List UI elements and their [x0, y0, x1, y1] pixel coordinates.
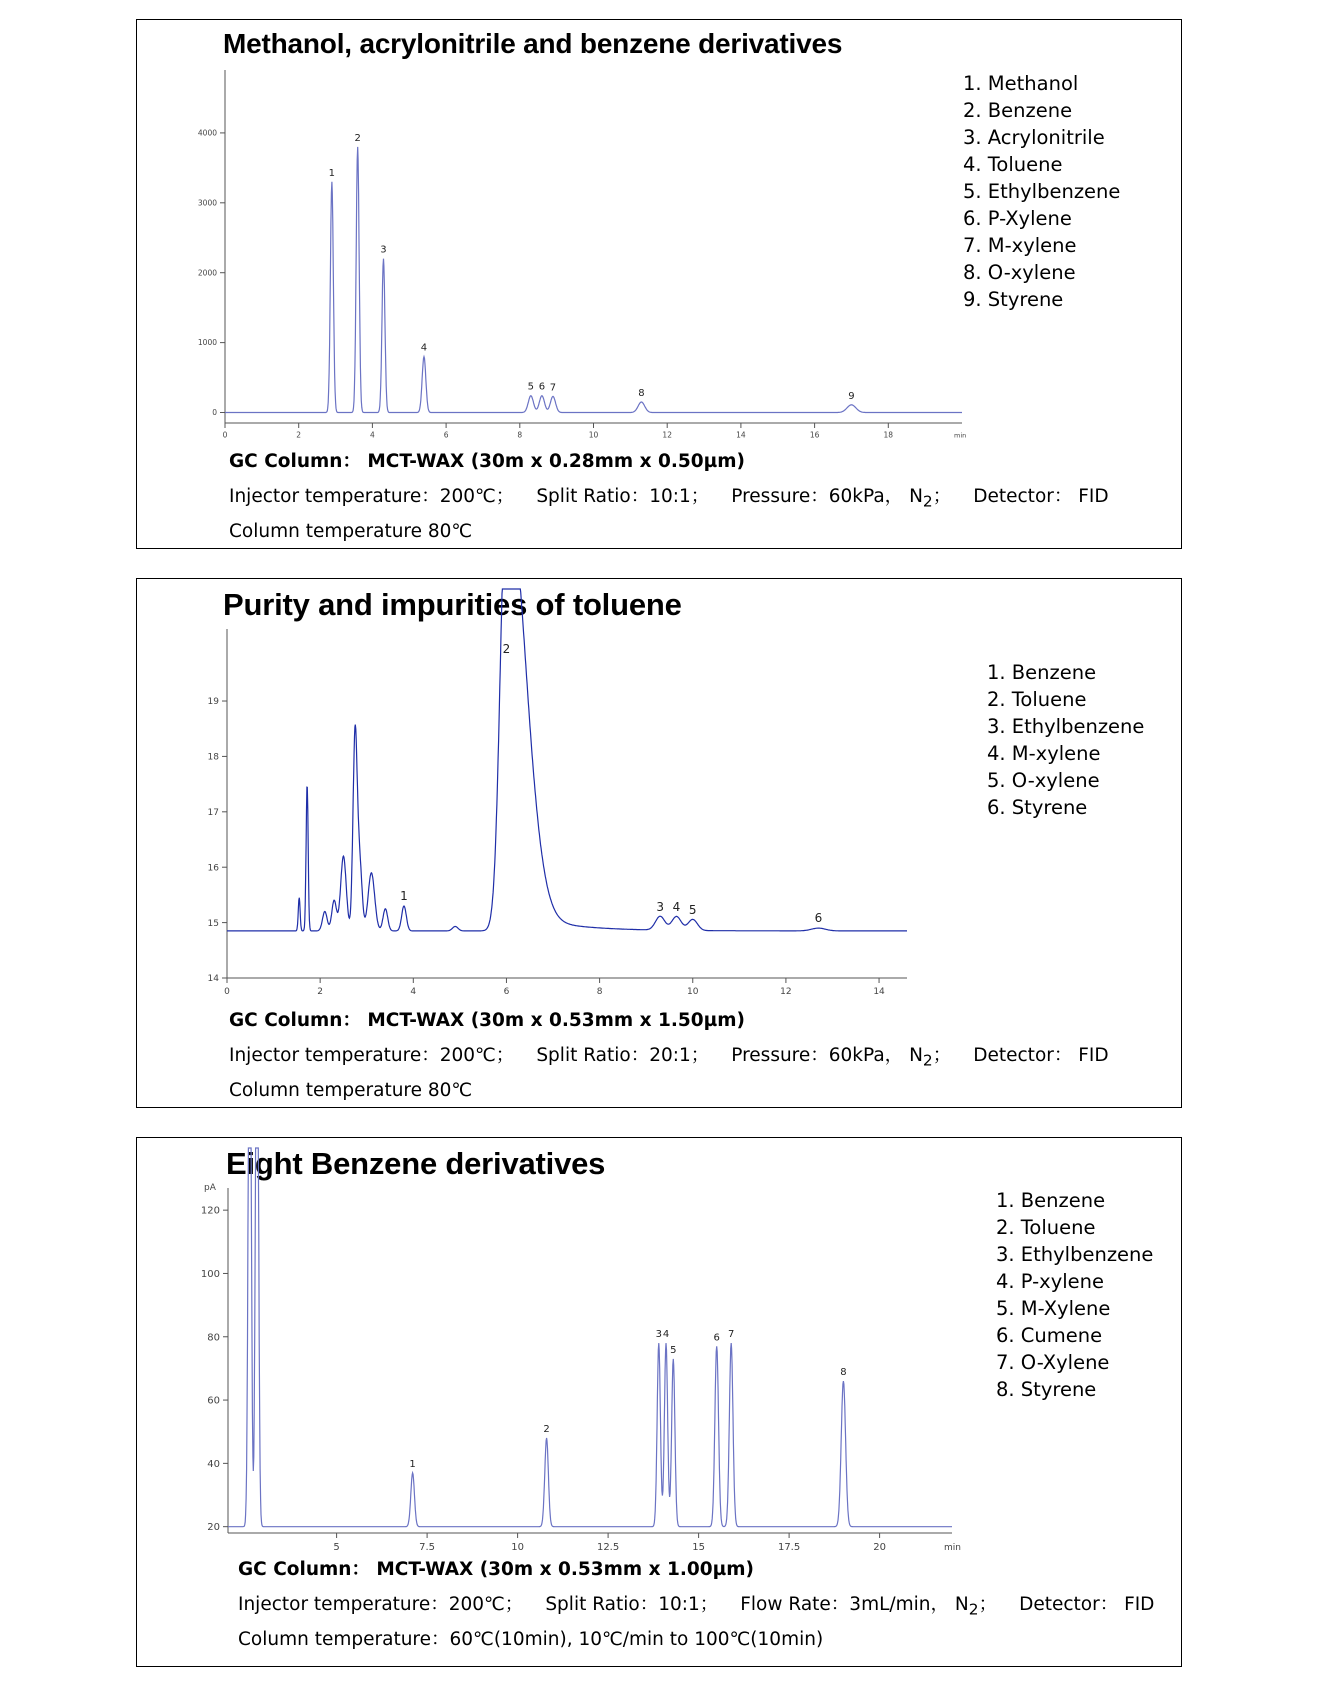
- y-tick-label: 60: [207, 1395, 220, 1407]
- column-temperature: Column temperature 80℃: [229, 521, 473, 542]
- x-tick-label: 8: [517, 430, 523, 440]
- legend-item: 7. O-Xylene: [996, 1351, 1110, 1374]
- y-tick-label: 0: [212, 408, 217, 418]
- y-tick-label: 100: [200, 1268, 220, 1280]
- y-tick-label: 18: [207, 752, 219, 763]
- peak-label: 7: [549, 382, 557, 394]
- x-tick-label: 2: [317, 987, 324, 997]
- flow-rate: Flow Rate：3mL/min，: [740, 1594, 950, 1615]
- split-ratio: Split Ratio：10:1；: [545, 1594, 719, 1615]
- y-tick-label: 80: [207, 1332, 220, 1344]
- peak-label: 4: [662, 1329, 670, 1341]
- peak-label: 2: [543, 1424, 550, 1436]
- legend-item: 5. Ethylbenzene: [963, 180, 1121, 203]
- x-tick-label: 16: [809, 430, 820, 440]
- x-axis-label: min: [954, 431, 967, 440]
- peak-label: 4: [672, 900, 681, 915]
- peak-label: 8: [840, 1367, 847, 1379]
- chart-panel-1: [136, 19, 1182, 549]
- carrier-gas-end: ；: [932, 1045, 952, 1066]
- peak-legend: [996, 1187, 1153, 1403]
- chart-title: Purity and impurities of toluene: [223, 587, 682, 622]
- x-tick-label: 12.5: [596, 1542, 620, 1553]
- method-conditions: [238, 1587, 1154, 1622]
- x-tick-label: 14: [873, 987, 885, 997]
- peak-label: 4: [420, 342, 428, 354]
- legend-item: 4. P-xylene: [996, 1270, 1105, 1293]
- peak-label: 2: [502, 642, 511, 656]
- legend-item: 6. P-Xylene: [963, 207, 1072, 230]
- x-axis-label: min: [944, 1543, 961, 1553]
- method-conditions: [229, 1038, 1109, 1073]
- method-info: [238, 1552, 1154, 1657]
- y-tick-label: 3000: [197, 198, 217, 208]
- legend-item: 6. Cumene: [996, 1324, 1103, 1347]
- carrier-gas: N: [909, 486, 923, 507]
- x-tick-label: 0: [222, 430, 228, 440]
- y-tick-label: 120: [200, 1205, 220, 1217]
- peak-label: 3: [380, 244, 387, 256]
- gc-column-spec: GC Column： MCT-WAX (30m x 0.28mm x 0.50µm): [229, 451, 746, 472]
- x-tick-label: 12: [780, 987, 792, 997]
- carrier-gas-subscript: 2: [922, 492, 933, 511]
- legend-item: 1. Methanol: [963, 72, 1079, 95]
- injector-temperature: Injector temperature：200℃；: [229, 1045, 515, 1066]
- peak-label: 2: [354, 132, 361, 144]
- carrier-gas-subscript: 2: [968, 1600, 979, 1619]
- x-tick-label: 12: [662, 430, 672, 440]
- y-tick-label: 1000: [197, 338, 217, 348]
- peak-legend: [987, 659, 1144, 821]
- injector-temperature: Injector temperature：200℃；: [238, 1594, 524, 1615]
- legend-item: 2. Toluene: [996, 1216, 1096, 1239]
- x-tick-label: 17.5: [777, 1542, 801, 1553]
- detector: Detector： FID: [973, 486, 1109, 507]
- split-ratio: Split Ratio：20:1；: [536, 1045, 710, 1066]
- method-conditions: [229, 479, 1109, 514]
- peak-label: 5: [670, 1344, 677, 1356]
- peak-label: 5: [527, 381, 535, 393]
- peak-label: 1: [409, 1458, 416, 1470]
- chromatogram-trace: [228, 1148, 952, 1527]
- x-tick-label: 7.5: [419, 1542, 436, 1553]
- legend-item: 5. M-Xylene: [996, 1297, 1111, 1320]
- column-temperature: Column temperature 80℃: [229, 1080, 473, 1101]
- y-tick-label: 19: [207, 697, 219, 708]
- x-tick-label: 18: [883, 430, 894, 440]
- x-tick-label: 10: [588, 430, 599, 440]
- y-tick-label: 40: [207, 1458, 220, 1470]
- peak-label: 9: [848, 390, 855, 402]
- chromatogram-trace: [227, 589, 907, 931]
- peak-label: 6: [814, 911, 823, 926]
- legend-item: 7. M-xylene: [963, 234, 1077, 257]
- y-tick-label: 2000: [197, 268, 217, 278]
- peak-label: 3: [655, 1329, 662, 1341]
- peak-label: 1: [328, 167, 336, 179]
- legend-item: 5. O-xylene: [987, 769, 1100, 792]
- legend-item: 9. Styrene: [963, 288, 1064, 311]
- x-tick-label: 2: [296, 430, 302, 440]
- carrier-gas-subscript: 2: [922, 1051, 933, 1070]
- peak-label: 5: [688, 902, 697, 917]
- legend-item: 8. Styrene: [996, 1378, 1097, 1401]
- carrier-gas: N: [909, 1045, 923, 1066]
- carrier-gas-end: ；: [932, 486, 952, 507]
- legend-item: 6. Styrene: [987, 796, 1088, 819]
- legend-item: 3. Ethylbenzene: [996, 1243, 1154, 1266]
- chart-title: Methanol, acrylonitrile and benzene derivatives: [223, 28, 843, 59]
- method-info: [229, 1003, 1109, 1108]
- gc-column-spec: GC Column： MCT-WAX (30m x 0.53mm x 1.50µm): [229, 1010, 746, 1031]
- chromatogram-trace: [225, 147, 962, 413]
- peak-label: 1: [400, 888, 408, 903]
- peak-label: 6: [713, 1332, 720, 1344]
- legend-item: 4. Toluene: [963, 153, 1063, 176]
- pressure: Pressure：60kPa，: [731, 486, 904, 507]
- legend-item: 2. Benzene: [963, 99, 1073, 122]
- chart-title: Eight Benzene derivatives: [226, 1146, 606, 1181]
- peak-label: 7: [727, 1329, 735, 1341]
- x-tick-label: 6: [443, 430, 449, 440]
- y-tick-label: 20: [207, 1522, 220, 1534]
- legend-item: 3. Ethylbenzene: [987, 715, 1145, 738]
- x-tick-label: 14: [736, 430, 746, 440]
- legend-item: 1. Benzene: [996, 1189, 1106, 1212]
- detector: Detector： FID: [1019, 1594, 1155, 1615]
- y-tick-label: 14: [207, 974, 219, 985]
- y-axis-label: pA: [204, 1183, 216, 1193]
- y-tick-label: 17: [207, 807, 219, 818]
- chart-panel-2: [136, 578, 1182, 1108]
- peak-legend: [963, 70, 1120, 313]
- method-info: [229, 444, 1109, 549]
- y-tick-label: 4000: [197, 128, 217, 138]
- x-tick-label: 6: [503, 987, 510, 997]
- split-ratio: Split Ratio：10:1；: [536, 486, 710, 507]
- column-temperature: Column temperature：60℃(10min), 10℃/min to 100℃(10min): [238, 1629, 824, 1650]
- legend-item: 3. Acrylonitrile: [963, 126, 1105, 149]
- injector-temperature: Injector temperature：200℃；: [229, 486, 515, 507]
- legend-item: 2. Toluene: [987, 688, 1087, 711]
- legend-item: 1. Benzene: [987, 661, 1097, 684]
- chart-panel-3: [136, 1137, 1182, 1667]
- x-tick-label: 8: [596, 987, 603, 997]
- peak-label: 6: [538, 381, 546, 393]
- detector: Detector： FID: [973, 1045, 1109, 1066]
- x-tick-label: 5: [333, 1542, 340, 1553]
- gc-column-spec: GC Column： MCT-WAX (30m x 0.53mm x 1.00µm): [238, 1559, 755, 1580]
- peak-label: 3: [656, 900, 664, 915]
- x-tick-label: 20: [873, 1542, 886, 1553]
- x-tick-label: 4: [410, 987, 417, 997]
- carrier-gas: N: [954, 1594, 969, 1615]
- x-tick-label: 10: [687, 987, 699, 997]
- x-tick-label: 0: [224, 987, 230, 997]
- legend-item: 8. O-xylene: [963, 261, 1076, 284]
- y-tick-label: 16: [207, 863, 219, 874]
- legend-item: 4. M-xylene: [987, 742, 1101, 765]
- x-tick-label: 15: [692, 1542, 705, 1553]
- pressure: Pressure：60kPa，: [731, 1045, 904, 1066]
- carrier-gas-end: ；: [978, 1594, 998, 1615]
- peak-label: 8: [638, 388, 645, 400]
- x-tick-label: 10: [511, 1542, 524, 1553]
- x-tick-label: 4: [370, 430, 375, 440]
- y-tick-label: 15: [207, 918, 219, 929]
